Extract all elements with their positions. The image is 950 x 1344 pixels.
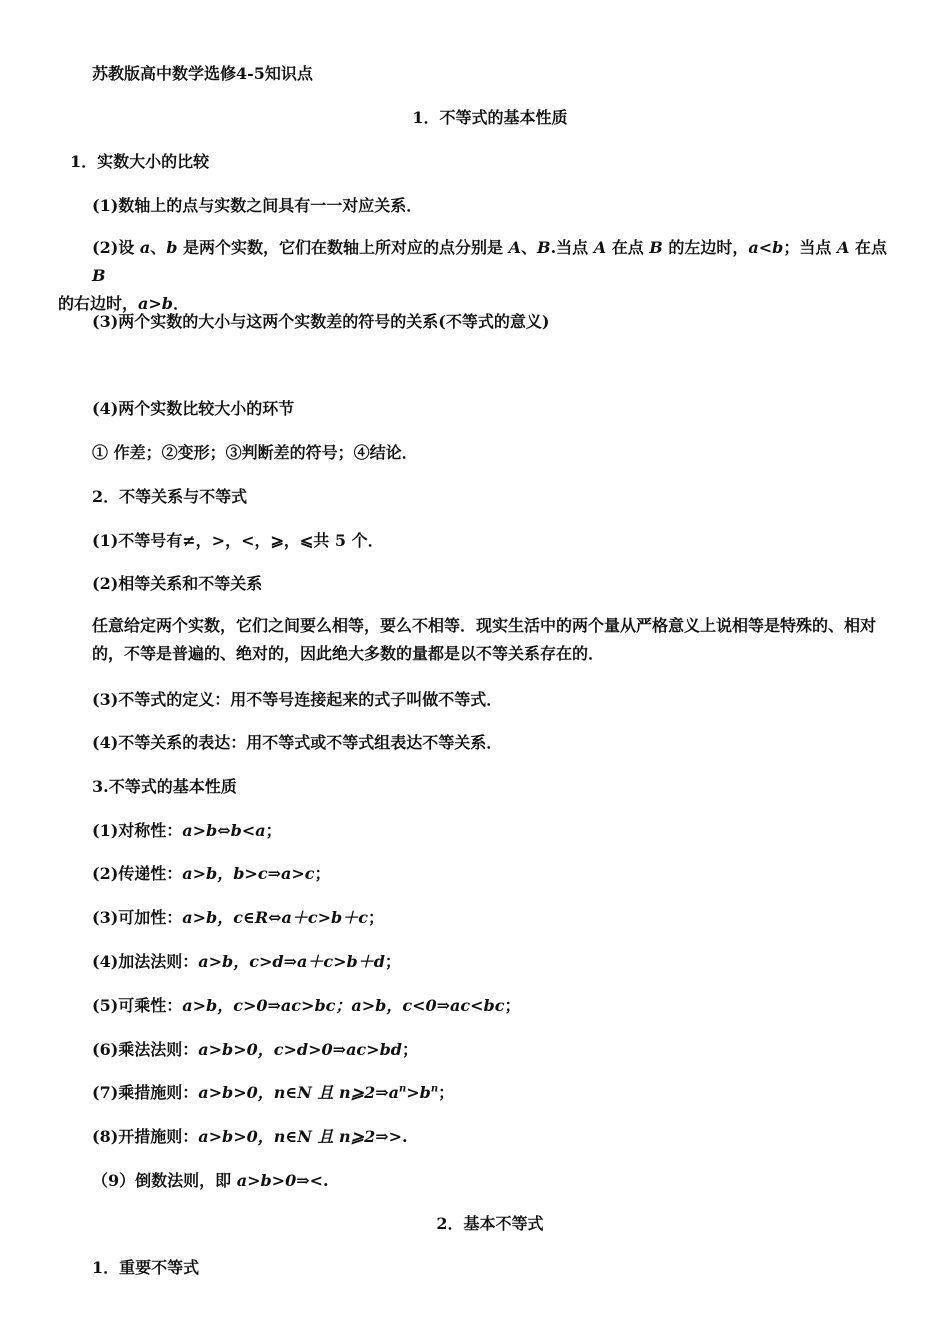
text: ． (172, 294, 189, 313)
item-inequality-signs: (1)不等号有≠，>，<，⩾，⩽共 5 个． (92, 531, 384, 550)
item-sign-relation: (3)两个实数的大小与这两个实数差的符号的关系(不等式的意义) (92, 312, 550, 331)
item-number-line: (1)数轴上的点与实数之间具有一一对应关系． (92, 196, 423, 215)
point-B: B (537, 238, 551, 257)
document-header: 苏教版高中数学选修4-5知识点 (92, 64, 313, 83)
property-multiplication-rule (0, 1039, 950, 1061)
expr-a-lt-b: a<b (748, 238, 784, 257)
point-A: A (836, 238, 850, 257)
property-transitivity (0, 863, 950, 885)
punct: ； (438, 1083, 455, 1102)
text: 、 (150, 238, 167, 257)
property-multiplicativity (0, 995, 950, 1017)
punct: ； (401, 1040, 418, 1059)
punct: ； (265, 821, 282, 840)
property-label: (7)乘措施则： (92, 1083, 199, 1102)
property-expr: a>b，b>c⇒a>c (182, 864, 315, 883)
punct: . (323, 1171, 329, 1190)
property-expr: a>b>0，c>d>0⇒ac>bd (198, 1040, 402, 1059)
text: 的左边时， (662, 238, 749, 257)
property-label: (2)传递性： (92, 864, 183, 883)
property-additivity (0, 907, 950, 929)
steps-list: ① 作差；②变形；③判断差的符号；④结论． (92, 443, 418, 462)
punct: ； (384, 952, 401, 971)
var-b: b (166, 238, 178, 257)
property-expr: a>b，c>d⇒a＋c>b＋d (198, 952, 385, 971)
property-label: (6)乘法法则： (92, 1040, 199, 1059)
property-expr: a>b⇔b<a (182, 821, 266, 840)
property-expr: a>b，c>0⇒ac>bc；a>b，c<0⇒ac<bc (182, 996, 505, 1015)
expr-a-gt-b: a>b (138, 294, 173, 313)
subsection-heading-1-3: 3.不等式的基本性质 (92, 777, 237, 796)
property-reciprocal-rule (0, 1170, 950, 1192)
var-a: a (139, 238, 151, 257)
item-point-position (0, 234, 950, 318)
property-label: (4)加法法则： (92, 952, 199, 971)
property-power-rule (0, 1082, 950, 1104)
item-definition: (3)不等式的定义：用不等号连接起来的式子叫做不等式． (92, 690, 503, 709)
section-title-1: 1．不等式的基本性质 (412, 108, 568, 127)
property-label: （9）倒数法则，即 (92, 1171, 237, 1190)
punct: ； (504, 996, 521, 1015)
text: .当点 (550, 238, 594, 257)
subsection-heading-2-1: 1．重要不等式 (92, 1258, 200, 1277)
text: 、 (521, 238, 538, 257)
point-B: B (649, 238, 663, 257)
point-A: A (508, 238, 522, 257)
text: 的右边时， (58, 294, 139, 313)
punct: ； (314, 864, 331, 883)
property-expr: >b (406, 1083, 431, 1102)
property-label: (1)对称性： (92, 821, 183, 840)
item-equal-unequal: (2)相等关系和不等关系 (92, 574, 263, 593)
point-A: A (593, 238, 607, 257)
property-expr: a>b>0，n∈N 且 n⩾2⇒a (198, 1083, 399, 1102)
punct: . (402, 1127, 408, 1146)
subsection-heading-1-2: 2．不等关系与不等式 (92, 487, 248, 506)
property-symmetry (0, 820, 950, 842)
property-expr: a>b>0，n∈N 且 n⩾2⇒> (198, 1127, 403, 1146)
paragraph-relations (0, 612, 950, 668)
property-expr: a>b>0⇒< (236, 1171, 324, 1190)
punct: ； (367, 908, 384, 927)
property-expr: a>b，c∈R⇔a＋c>b＋c (182, 908, 368, 927)
text: 在点 (849, 238, 887, 257)
property-root-rule (0, 1126, 950, 1148)
property-label: (3)可加性： (92, 908, 183, 927)
text: 在点 (606, 238, 650, 257)
exponent: n (398, 1083, 407, 1095)
text: 是两个实数，它们在数轴上所对应的点分别是 (177, 238, 509, 257)
subsection-heading-1-1: 1．实数大小的比较 (70, 152, 210, 171)
section-title-2: 2．基本不等式 (436, 1214, 544, 1233)
item-compare-steps: (4)两个实数比较大小的环节 (92, 399, 295, 418)
point-B: B (92, 266, 106, 285)
text: (2)设 (92, 238, 140, 257)
property-label: (5)可乘性： (92, 996, 183, 1015)
item-expression: (4)不等关系的表达：用不等式或不等式组表达不等关系． (92, 733, 503, 752)
exponent: n (430, 1083, 439, 1095)
paragraph-text: 任意给定两个实数，它们之间要么相等，要么不相等．现实生活中的两个量从严格意义上说相等是特殊的、相对的，不等是普遍的、绝对的，因此绝大多数的量都是以不等关系存在的． (92, 616, 877, 663)
property-label: (8)开措施则： (92, 1127, 199, 1146)
text: ；当点 (783, 238, 837, 257)
property-addition-rule (0, 951, 950, 973)
